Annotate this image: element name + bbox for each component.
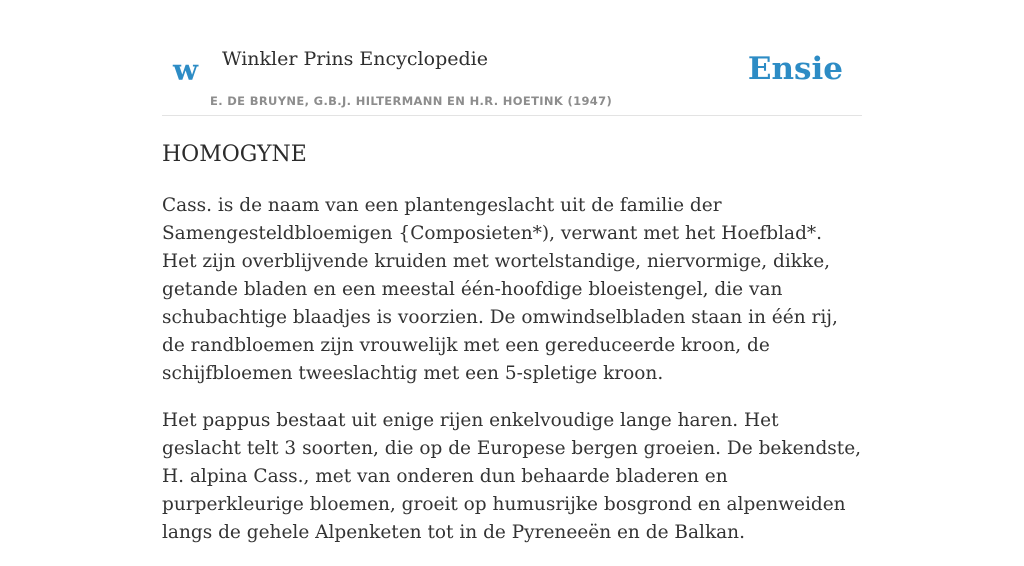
- article-page: [162, 0, 862, 543]
- header-divider: [162, 115, 862, 116]
- publication-title[interactable]: Winkler Prins Encyclopedie: [222, 48, 488, 70]
- publication-authors: E. DE BRUYNE, G.B.J. HILTERMANN EN H.R. HOETINK (1947): [210, 94, 613, 108]
- winkler-prins-logo[interactable]: w: [173, 53, 198, 87]
- entry-paragraph: Het pappus bestaat uit enige rijen enkelvoudige lange haren. Het geslacht telt 3 soorten, die op de Europese bergen groeien. De bekendste, H. alpina Cass., met van onderen dun behaarde bladeren en purperkleurige bloemen, groeit op humusrijke bosgrond en alpenweiden langs de gehele Alpenketen tot in de Pyreneeën en de Balkan.: [162, 410, 862, 543]
- entry-title: HOMOGYNE: [162, 142, 307, 167]
- entry-paragraph: Cass. is de naam van een plantengeslacht uit de familie der Samengesteldbloemigen {Composieten*), verwant met het Hoefblad*. Het zijn overblijvende kruiden met wortelstandige, niervormige, dikke, getande bladen en een meestal één-hoofdige bloeistengel, die van schubachtige blaadjes is voorzien. De omwindselbladen staan in één rij, de randbloemen zijn vrouwelijk met een gereduceerde kroon, de schijfbloemen tweeslachtig met een 5-spletige kroon.: [162, 195, 838, 384]
- entry-body: [162, 192, 862, 566]
- ensie-logo[interactable]: Ensie: [747, 51, 843, 87]
